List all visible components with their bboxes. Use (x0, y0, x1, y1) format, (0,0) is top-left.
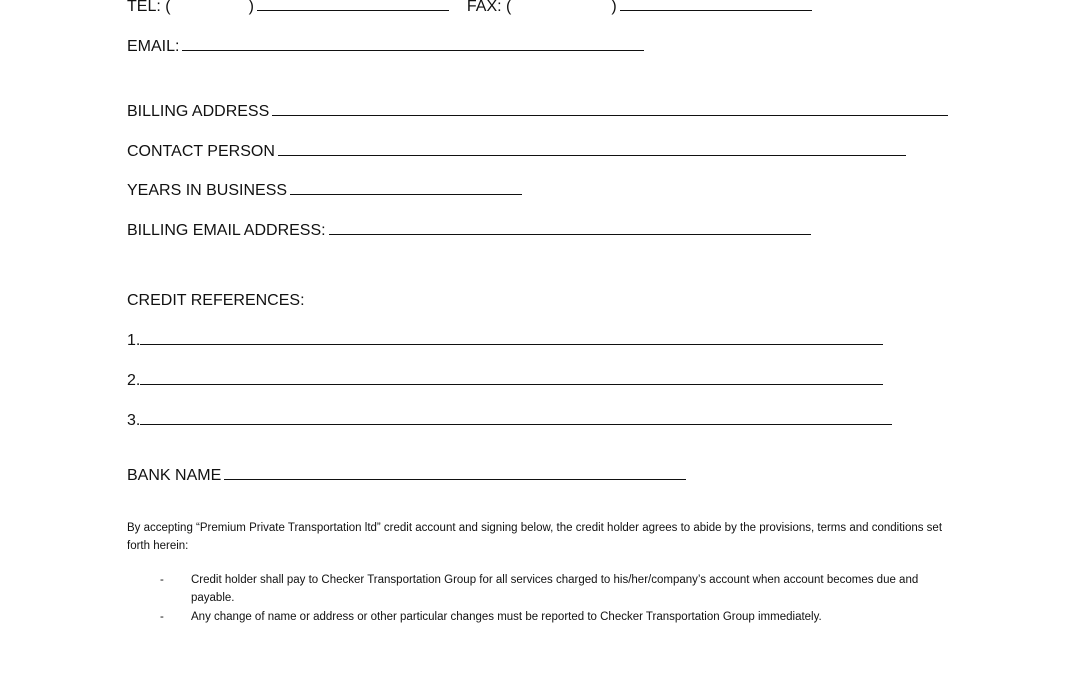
credit-reference-row (127, 410, 892, 431)
bank-name-field[interactable] (224, 465, 686, 480)
billing-address-label: BILLING ADDRESS (127, 103, 270, 120)
credit-reference-row (127, 330, 883, 351)
email-label: EMAIL: (127, 38, 180, 55)
tel-close-paren: ) (248, 0, 254, 15)
years-in-business-row (127, 180, 522, 201)
credit-reference-row (127, 370, 883, 391)
terms-bullet-2: Any change of name or address or other particular changes must be reported to Checker Transportation Group immediately. (191, 611, 822, 623)
credit-reference-2-field[interactable] (140, 370, 883, 385)
email-row (127, 36, 644, 57)
contact-person-row (127, 141, 906, 162)
bullet-dash: - (160, 611, 164, 623)
terms-bullet-1: Credit holder shall pay to Checker Transportation Group for all services charged to his/her/company’s account when account becomes due and payable. (191, 574, 919, 604)
bank-name-row (127, 465, 686, 486)
terms-intro: By accepting “Premium Private Transportation ltd” credit account and signing below, the credit holder agrees to abide by the provisions, terms and conditions set forth herein: (127, 522, 943, 552)
email-field[interactable] (182, 36, 644, 51)
billing-address-row (127, 101, 948, 122)
tel-fax-row (127, 0, 812, 17)
bullet-dash: - (160, 574, 164, 586)
contact-person-field[interactable] (278, 141, 906, 156)
fax-close-paren: ) (611, 0, 617, 15)
billing-email-row (127, 220, 811, 241)
reference-number: 1. (127, 332, 141, 349)
bank-name-label: BANK NAME (127, 467, 222, 484)
billing-email-label: BILLING EMAIL ADDRESS: (127, 222, 326, 239)
years-in-business-label: YEARS IN BUSINESS (127, 182, 288, 199)
years-in-business-field[interactable] (290, 180, 522, 195)
credit-reference-3-field[interactable] (140, 410, 892, 425)
fax-field[interactable] (620, 0, 812, 11)
tel-field[interactable] (257, 0, 449, 11)
reference-number: 2. (127, 372, 141, 389)
billing-address-field[interactable] (272, 101, 948, 116)
tel-label: TEL: ( (127, 0, 171, 15)
reference-number: 3. (127, 412, 141, 429)
contact-person-label: CONTACT PERSON (127, 143, 275, 160)
billing-email-field[interactable] (329, 220, 811, 235)
fax-label: FAX: ( (466, 0, 512, 15)
credit-reference-1-field[interactable] (140, 330, 883, 345)
credit-references-heading: CREDIT REFERENCES: (127, 292, 305, 309)
